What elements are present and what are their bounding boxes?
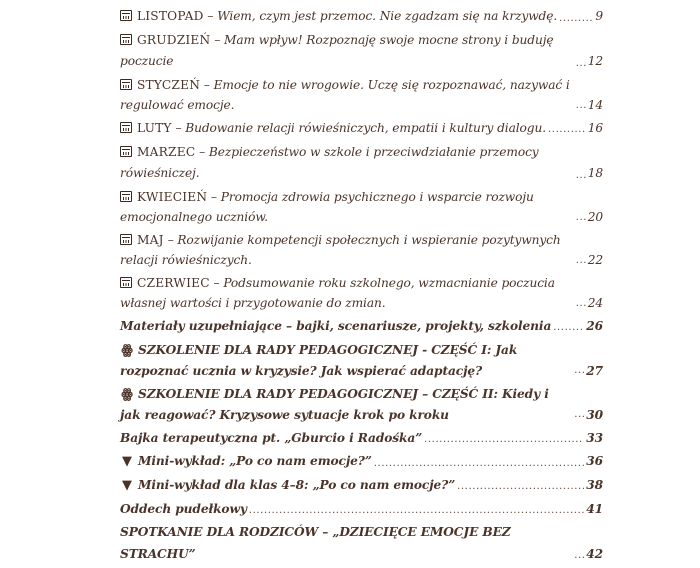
toc-entry-kwiecien[interactable] xyxy=(120,187,603,227)
entry-title: – Bezpieczeństwo w szkole i przeciwdziałanie przemocy rówieśniczej. xyxy=(120,144,539,181)
page-number: 9 xyxy=(595,9,603,24)
toc-section-spotkanie[interactable] xyxy=(120,522,603,565)
toc-entry-cut xyxy=(120,0,603,4)
toc-entry-maj[interactable] xyxy=(120,230,603,270)
page-number: 27 xyxy=(586,363,603,378)
page-number: 20 xyxy=(587,209,603,224)
dot-leader xyxy=(457,479,584,491)
toc-section-bajka[interactable] xyxy=(120,428,603,450)
dot-leader xyxy=(576,253,586,265)
entry-title: – Wiem, czym jest przemoc. Nie zgadzam się na krzywdę. xyxy=(207,9,558,24)
calendar-icon xyxy=(120,277,132,288)
toc-entry-grudzien[interactable] xyxy=(120,30,603,73)
month-label: CZERWIEC xyxy=(137,275,210,290)
dot-leader xyxy=(553,320,584,332)
dot-leader xyxy=(424,432,584,444)
dot-leader xyxy=(249,503,584,515)
toc-entry-czerwiec[interactable] xyxy=(120,273,603,313)
month-label: MARZEC xyxy=(137,144,196,159)
month-label: GRUDZIEŃ xyxy=(137,32,211,47)
page-number: 38 xyxy=(586,478,603,492)
toc-section-mini-wyklad[interactable] xyxy=(120,451,603,473)
dot-leader xyxy=(374,456,584,468)
toc-entry-listopad[interactable] xyxy=(120,6,603,28)
toc-entry-luty[interactable] xyxy=(120,118,603,140)
month-label: STYCZEŃ xyxy=(137,78,201,93)
page-number: 41 xyxy=(586,501,603,516)
page-number: 12 xyxy=(587,54,603,69)
dot-leader xyxy=(576,56,586,68)
graduation-cap-icon: ▼ xyxy=(122,478,132,493)
toc-section-oddech[interactable] xyxy=(120,499,603,521)
table-of-contents xyxy=(120,0,603,568)
calendar-icon xyxy=(120,234,132,245)
calendar-icon xyxy=(120,146,132,157)
page-number: 36 xyxy=(586,454,603,469)
calendar-icon xyxy=(120,122,132,133)
brain-icon: ꙮ xyxy=(121,386,133,402)
section-title: Mini-wykład dla klas 4–8: „Po co nam emocje?” xyxy=(138,478,456,492)
dot-leader xyxy=(574,548,584,560)
entry-title: – Promocja zdrowia psychicznego i wsparcie rozwoju emocjonalnego uczniów. xyxy=(120,189,534,224)
section-title: Bajka terapeutyczna pt. „Gburcio i Radośka” xyxy=(120,430,423,445)
dot-leader xyxy=(576,296,586,308)
toc-section-mini-wyklad-4-8[interactable] xyxy=(120,475,603,497)
dot-leader xyxy=(559,11,593,23)
page-number: 24 xyxy=(587,295,603,310)
section-title: Oddech pudełkowy xyxy=(120,501,247,516)
page-number: 26 xyxy=(586,318,603,333)
section-title: SPOTKANIE DLA RODZICÓW – „DZIECIĘCE EMOCJE BEZ STRACHU” xyxy=(120,525,511,561)
dot-leader xyxy=(576,210,586,222)
toc-section-szkolenie-1[interactable] xyxy=(120,340,603,381)
month-label: LUTY xyxy=(137,121,172,136)
month-label: LISTOPAD xyxy=(137,9,204,24)
page-number: 16 xyxy=(587,121,603,136)
section-title: Mini-wykład: „Po co nam emocje?” xyxy=(138,454,372,469)
page-number: 33 xyxy=(586,430,603,445)
toc-section-materialy[interactable] xyxy=(120,316,603,338)
calendar-icon xyxy=(120,34,132,45)
toc-entry-styczen[interactable] xyxy=(120,75,603,115)
dot-leader xyxy=(548,122,586,134)
page-number: 22 xyxy=(587,252,603,267)
graduation-cap-icon: ▼ xyxy=(122,454,132,470)
page-number: 18 xyxy=(587,166,603,181)
month-label: MAJ xyxy=(137,232,164,247)
page-number: 42 xyxy=(586,546,603,561)
entry-title: – Emocje to nie wrogowie. Uczę się rozpoznawać, nazywać i regulować emocje. xyxy=(120,78,570,113)
dot-leader xyxy=(574,363,584,375)
page-number: 30 xyxy=(586,407,603,422)
entry-title: – Mam wpływ! Rozpoznaję swoje mocne strony i buduję poczucie xyxy=(120,32,554,69)
brain-icon: ꙮ xyxy=(121,342,133,358)
page-number: 14 xyxy=(587,98,603,113)
month-label: KWIECIEŃ xyxy=(137,189,208,204)
toc-entry-marzec[interactable] xyxy=(120,142,603,185)
entry-title: – Budowanie relacji rówieśniczych, empatii i kultury dialogu. xyxy=(175,121,547,136)
dot-leader xyxy=(576,168,586,180)
section-title: SZKOLENIE DLA RADY PEDAGOGICZNEJ – CZĘŚĆ II: Kiedy i jak reagować? Kryzysowe sytuacje krok po kroku xyxy=(120,386,549,422)
section-title: Materiały uzupełniające – bajki, scenariusze, projekty, szkolenia xyxy=(120,318,552,333)
entry-title: – Podsumowanie roku szkolnego, wzmacnianie poczucia własnej wartości i przygotowanie do zmian. xyxy=(120,275,555,310)
calendar-icon xyxy=(120,79,132,90)
entry-title: – Rozwijanie kompetencji społecznych i wspieranie pozytywnych relacji rówieśniczych. xyxy=(120,232,561,267)
dot-leader xyxy=(574,407,584,419)
section-title: SZKOLENIE DLA RADY PEDAGOGICZNEJ - CZĘŚĆ I: Jak rozpoznać ucznia w kryzysie? Jak wspierać adaptację? xyxy=(120,342,518,378)
dot-leader xyxy=(576,98,586,110)
calendar-icon xyxy=(120,191,132,202)
toc-section-szkolenie-2[interactable] xyxy=(120,384,603,425)
calendar-icon xyxy=(120,10,132,21)
